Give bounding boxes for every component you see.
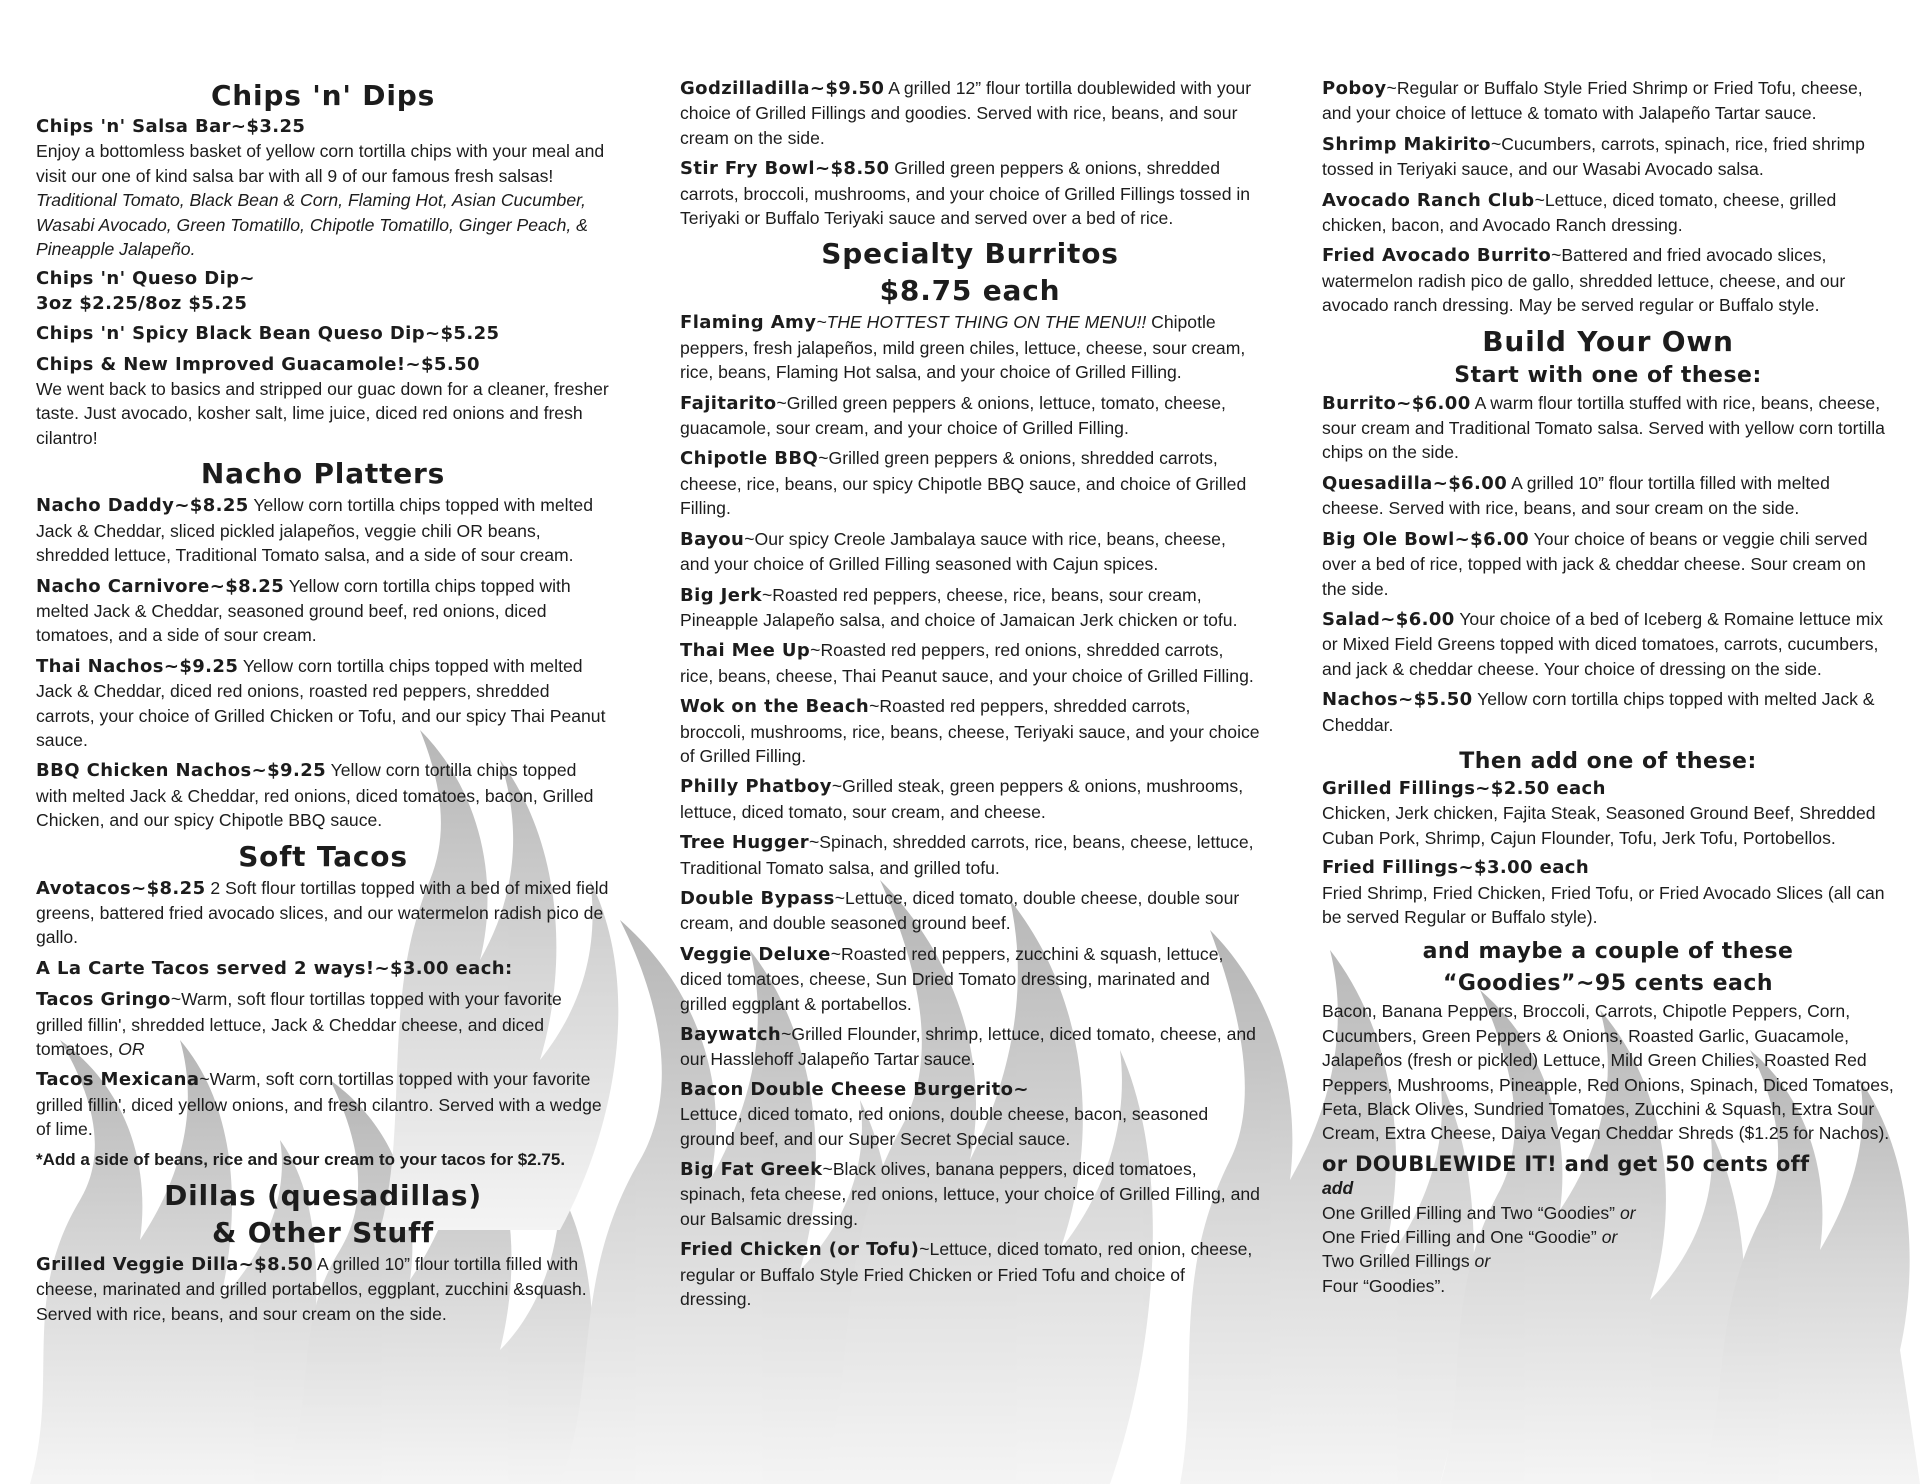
menu-item-chipotle-bbq bbox=[680, 446, 1260, 520]
item-name: Chips 'n' Queso Dip~ bbox=[36, 268, 255, 290]
menu-item-veggie-deluxe bbox=[680, 942, 1260, 1016]
goodies-list: Bacon, Banana Peppers, Broccoli, Carrots, Chipotle Peppers, Corn, Cucumbers, Green Peppers & Onions, Roasted Garlic, Guacamole, Jalapeños (fresh or pickled) Lettuce, Mild Green Chilies, Roasted Red Peppers, Mushrooms, Pineapple, Red Onions, Spinach, Diced Tomatoes, Feta, Black Olives, Sundried Tomatoes, Zucchini & Squash, Extra Sour Cream, Extra Cheese, Daiya Vegan Cheddar Shreds ($1.25 for Nachos). bbox=[1322, 1001, 1894, 1144]
item-desc: ~Grilled Flounder, shrimp, lettuce, diced tomato, cheese, and our Hasslehoff Jalapeño Tartar sauce. bbox=[680, 1024, 1256, 1070]
item-desc: Your choice of beans or veggie chili served over a bed of rice, topped with jack & cheddar cheese. Sour cream on the side. bbox=[1322, 528, 1868, 599]
menu-item-thai-mee-up bbox=[680, 638, 1260, 688]
item-name: Tacos Gringo bbox=[36, 989, 171, 1011]
item-name: Fried Chicken (or Tofu) bbox=[680, 1239, 920, 1261]
item-name: Burrito~$6.00 bbox=[1322, 392, 1471, 414]
item-name: Fajitarito bbox=[680, 392, 777, 414]
item-desc: ~Lettuce, diced tomato, cheese, grilled chicken, bacon, and Avocado Ranch dressing. bbox=[1322, 189, 1837, 236]
item-name: Shrimp Makirito bbox=[1322, 133, 1491, 155]
doublewide-heading: or DOUBLEWIDE IT! and get 50 cents off bbox=[1322, 1151, 1810, 1176]
combo-text: One Grilled Filling and Two “Goodies” bbox=[1322, 1202, 1616, 1223]
combo-option bbox=[1322, 1225, 1894, 1249]
item-desc: Enjoy a bottomless basket of yellow corn tortilla chips with your meal and visit our one of kind salsa bar with all 9 of our famous fresh salsas! bbox=[36, 141, 605, 186]
menu-column-1 bbox=[36, 76, 610, 1332]
item-name: Fried Fillings~$3.00 each bbox=[1322, 857, 1590, 879]
item-desc: ~Grilled steak, green peppers & onions, mushrooms, lettuce, diced tomato, sour cream, and cheese. bbox=[680, 776, 1244, 822]
item-name: Grilled Fillings~$2.50 each bbox=[1322, 777, 1606, 799]
or-text: or bbox=[1619, 1202, 1636, 1223]
menu-item-fajitarito bbox=[680, 391, 1260, 441]
menu-item-nachos bbox=[1322, 687, 1894, 737]
menu-item-big-jerk bbox=[680, 583, 1260, 633]
item-desc: ~Grilled green peppers & onions, shredded carrots, cheese, rice, beans, our spicy Chipotle BBQ sauce, and choice of Grilled Filling. bbox=[680, 448, 1247, 519]
section-title-specialty-burritos: Specialty Burritos bbox=[821, 237, 1119, 271]
item-desc: A grilled 10” flour tortilla filled with cheese, marinated and grilled portabellos, eggplant, zucchini &squash. Served with rice, beans, and sour cream on the side. bbox=[36, 1254, 587, 1324]
item-desc: We went back to basics and stripped our guac down for a cleaner, fresher taste. Just avocado, kosher salt, lime juice, diced red onions and fresh cilantro! bbox=[36, 379, 609, 448]
or-text: or bbox=[1601, 1227, 1618, 1248]
item-name: Nachos~$5.50 bbox=[1322, 689, 1473, 711]
item-name: BBQ Chicken Nachos~$9.25 bbox=[36, 760, 327, 782]
alacarte-tacos-heading bbox=[36, 956, 610, 981]
menu-item-tacos-gringo bbox=[36, 987, 610, 1061]
menu-item-bbq-chicken-nachos bbox=[36, 758, 610, 832]
combo-text: One Fried Filling and One “Goodie” bbox=[1322, 1227, 1597, 1248]
section-title-soft-tacos: Soft Tacos bbox=[238, 839, 408, 873]
subsection-title-goodies: and maybe a couple of these bbox=[1422, 939, 1794, 965]
section-price-specialty-burritos: $8.75 each bbox=[879, 274, 1061, 308]
combo-option bbox=[1322, 1274, 1894, 1298]
section-title-build-your-own: Build Your Own bbox=[1482, 324, 1734, 358]
item-name: Chips 'n' Salsa Bar~$3.25 bbox=[36, 116, 306, 137]
or-text: or bbox=[1474, 1251, 1491, 1272]
menu-item-avotacos bbox=[36, 876, 610, 950]
item-desc: ~Warm, soft corn tortillas topped with your favorite grilled fillin', diced yellow onions, and fresh cilantro. Served with a wedge of lime. bbox=[36, 1069, 602, 1140]
item-name: Grilled Veggie Dilla~$8.50 bbox=[36, 1254, 314, 1276]
menu-item-tacos-mexicana bbox=[36, 1067, 610, 1141]
menu-item-fried-chicken bbox=[680, 1237, 1260, 1311]
menu-column-3 bbox=[1322, 76, 1894, 1298]
menu-item-quesadilla bbox=[1322, 471, 1894, 521]
item-desc: A grilled 10” flour tortilla filled with melted cheese. Served with rice, beans, and sour cream on the side. bbox=[1322, 472, 1830, 519]
menu-item-philly-phatboy bbox=[680, 774, 1260, 824]
menu-item-guacamole bbox=[36, 353, 610, 451]
item-tagline: ~THE HOTTEST THING ON THE MENU!! bbox=[816, 312, 1147, 333]
add-label: add bbox=[1322, 1178, 1354, 1199]
menu-item-avocado-ranch-club bbox=[1322, 188, 1894, 238]
menu-item-wok-on-the-beach bbox=[680, 694, 1260, 768]
menu-item-veggie-dilla bbox=[36, 1252, 610, 1326]
item-desc: ~Lettuce, diced tomato, red onion, cheese, regular or Buffalo Style Fried Chicken or Fried Tofu and choice of dressing. bbox=[680, 1239, 1253, 1310]
menu-item-fried-fillings bbox=[1322, 856, 1894, 929]
item-name: A La Carte Tacos served 2 ways!~$3.00 each: bbox=[36, 957, 513, 979]
item-desc: Your choice of a bed of Iceberg & Romaine lettuce mix or Mixed Field Greens topped with diced tomatoes, carrots, cucumbers, and jack & cheddar cheese. Your choice of dressing on the side. bbox=[1322, 608, 1884, 679]
item-name: Thai Nachos~$9.25 bbox=[36, 655, 239, 677]
item-desc: ~Roasted red peppers, zucchini & squash, lettuce, diced tomatoes, cheese, Sun Dried Tomato dressing, marinated and grilled eggplant & portabellos. bbox=[680, 943, 1224, 1014]
item-name: Chipotle BBQ bbox=[680, 448, 819, 470]
item-name: Avocado Ranch Club bbox=[1322, 189, 1535, 211]
item-name: Tacos Mexicana bbox=[36, 1069, 200, 1091]
item-name: Wok on the Beach bbox=[680, 696, 870, 718]
menu-item-fried-avocado-burrito bbox=[1322, 243, 1894, 317]
menu-item-bayou bbox=[680, 527, 1260, 577]
menu-item-burrito bbox=[1322, 391, 1894, 465]
menu-item-salad bbox=[1322, 607, 1894, 681]
subsection-title-then: Then add one of these: bbox=[1459, 748, 1757, 774]
section-title-other-stuff: & Other Stuff bbox=[211, 1216, 435, 1250]
combo-option bbox=[1322, 1249, 1894, 1273]
menu-item-baywatch bbox=[680, 1022, 1260, 1072]
item-desc: Yellow corn tortilla chips topped with melted Jack & Cheddar, seasoned ground beef, red onions, diced tomatoes, and a side of sour cream. bbox=[36, 575, 571, 646]
item-desc: ~Warm, soft flour tortillas topped with your favorite grilled fillin', shredded lettuce, Jack & Cheddar cheese, and diced tomatoes, bbox=[36, 989, 562, 1059]
item-desc: Yellow corn tortilla chips topped with melted Jack & Cheddar, red onions, diced tomatoes, bacon, Grilled Chicken, and our spicy Chipotle BBQ sauce. bbox=[36, 760, 594, 831]
taco-side-note: *Add a side of beans, rice and sour cream to your tacos for $2.75. bbox=[36, 1149, 566, 1169]
item-desc: Yellow corn tortilla chips topped with melted Jack & Cheddar. bbox=[1322, 689, 1875, 735]
item-desc: ~Roasted red peppers, shredded carrots, broccoli, mushrooms, rice, beans, cheese, Teriyaki sauce, and your choice of Grilled Filling. bbox=[680, 696, 1260, 766]
subsection-title-start: Start with one of these: bbox=[1454, 362, 1762, 388]
item-desc: ~Regular or Buffalo Style Fried Shrimp or Fried Tofu, cheese, and your choice of lettuce & tomato with Jalapeño Tartar sauce. bbox=[1322, 78, 1863, 124]
salsa-list: Traditional Tomato, Black Bean & Corn, Flaming Hot, Asian Cucumber, Wasabi Avocado, Green Tomatillo, Chipotle Tomatillo, Ginger Peach, & Pineapple Jalapeño. bbox=[36, 190, 588, 260]
menu-item-shrimp-makirito bbox=[1322, 132, 1894, 182]
menu-item-stir-fry-bowl bbox=[680, 156, 1260, 230]
item-desc: ~Roasted red peppers, red onions, shredded carrots, rice, beans, cheese, Thai Peanut sauce, and your choice of Grilled Filling. bbox=[680, 640, 1254, 686]
item-name: Quesadilla~$6.00 bbox=[1322, 472, 1508, 494]
item-name: Philly Phatboy bbox=[680, 776, 832, 798]
menu-item-poboy bbox=[1322, 76, 1894, 126]
subsection-price-goodies: “Goodies”~95 cents each bbox=[1442, 971, 1774, 997]
item-name: Godzilladilla~$9.50 bbox=[680, 78, 885, 99]
item-name: Nacho Daddy~$8.25 bbox=[36, 495, 249, 517]
item-desc: ~Black olives, banana peppers, diced tomatoes, spinach, feta cheese, red onions, lettuce, your choice of Grilled Filling, and our Balsamic dressing. bbox=[680, 1159, 1260, 1229]
menu-item-spicy-queso bbox=[36, 322, 610, 346]
combo-text: Four “Goodies”. bbox=[1322, 1275, 1446, 1296]
item-desc: A grilled 12” flour tortilla doublewided with your choice of Grilled Fillings and goodies. Served with rice, beans, and sour cream on the side. bbox=[680, 78, 1252, 148]
item-name: Bayou bbox=[680, 528, 745, 550]
item-name: Fried Avocado Burrito bbox=[1322, 245, 1552, 267]
item-desc: ~Spinach, shredded carrots, rice, beans, cheese, lettuce, Traditional Tomato salsa, and grilled tofu. bbox=[680, 832, 1254, 878]
item-desc: Chicken, Jerk chicken, Fajita Steak, Seasoned Ground Beef, Shredded Cuban Pork, Shrimp, Cajun Flounder, Tofu, Jerk Tofu, Portobellos. bbox=[1322, 803, 1876, 848]
menu-item-nacho-carnivore bbox=[36, 574, 610, 648]
item-desc: ~Lettuce, diced tomato, double cheese, double sour cream, and double seasoned ground beef. bbox=[680, 887, 1240, 934]
section-title-dillas: Dillas (quesadillas) bbox=[164, 1179, 482, 1213]
item-name: Veggie Deluxe bbox=[680, 943, 831, 965]
combo-text: Two Grilled Fillings bbox=[1322, 1251, 1470, 1272]
item-desc: Chipotle peppers, fresh jalapeños, mild green chiles, lettuce, cheese, sour cream, rice, beans, Flaming Hot salsa, and your choice of Grilled Filling. bbox=[680, 312, 1246, 383]
menu-column-2 bbox=[680, 76, 1260, 1317]
item-desc: Yellow corn tortilla chips topped with melted Jack & Cheddar, sliced pickled jalapeños, veggie chili OR beans, shredded lettuce, Traditional Tomato salsa, and a side of sour cream. bbox=[36, 495, 594, 566]
menu-item-nacho-daddy bbox=[36, 493, 610, 567]
item-name: Poboy bbox=[1322, 78, 1387, 99]
menu-item-big-fat-greek bbox=[680, 1157, 1260, 1231]
item-name: Flaming Amy bbox=[680, 312, 817, 334]
item-desc: Grilled green peppers & onions, shredded carrots, broccoli, mushrooms, and your choice of Grilled Fillings tossed in Teriyaki or Buffalo Teriyaki sauce and served over a bed of rice. bbox=[680, 158, 1251, 229]
item-desc: ~Battered and fried avocado slices, watermelon radish pico de gallo, shredded lettuce, cheese, and our avocado ranch dressing. May be served regular or Buffalo style. bbox=[1322, 245, 1846, 316]
item-name: Big Jerk bbox=[680, 584, 762, 606]
item-name: Baywatch bbox=[680, 1024, 782, 1045]
item-desc: Yellow corn tortilla chips topped with melted Jack & Cheddar, diced red onions, roasted red peppers, shredded carrots, your choice of Grilled Chicken or Tofu, and our spicy Thai Peanut sauce. bbox=[36, 655, 606, 750]
item-desc: ~Our spicy Creole Jambalaya sauce with rice, beans, cheese, and your choice of Grilled Filling seasoned with Cajun spices. bbox=[680, 528, 1226, 575]
item-name: Stir Fry Bowl~$8.50 bbox=[680, 158, 890, 180]
section-title-chips-dips: Chips 'n' Dips bbox=[210, 79, 436, 112]
item-name: Chips & New Improved Guacamole!~$5.50 bbox=[36, 353, 480, 375]
menu-item-grilled-fillings bbox=[1322, 777, 1894, 850]
item-name: Avotacos~$8.25 bbox=[36, 877, 206, 899]
item-name: Tree Hugger bbox=[680, 832, 809, 854]
item-name: Salad~$6.00 bbox=[1322, 608, 1455, 630]
item-desc: A warm flour tortilla stuffed with rice, beans, cheese, sour cream and Traditional Tomato salsa. Served with yellow corn tortilla chips on the side. bbox=[1322, 392, 1885, 463]
menu-item-double-bypass bbox=[680, 886, 1260, 936]
menu-item-godzilladilla bbox=[680, 76, 1260, 150]
item-name: Bacon Double Cheese Burgerito~ bbox=[680, 1078, 1029, 1100]
item-name: Big Fat Greek bbox=[680, 1159, 823, 1181]
item-desc: Fried Shrimp, Fried Chicken, Fried Tofu, or Fried Avocado Slices (all can be served Regular or Buffalo style). bbox=[1322, 882, 1885, 927]
item-name: Nacho Carnivore~$8.25 bbox=[36, 575, 285, 597]
item-name: Thai Mee Up bbox=[680, 640, 811, 662]
item-desc: Lettuce, diced tomato, red onions, double cheese, bacon, seasoned ground beef, and our Super Secret Special sauce. bbox=[680, 1104, 1209, 1149]
menu-item-thai-nachos bbox=[36, 654, 610, 753]
item-price: 3oz $2.25/8oz $5.25 bbox=[36, 292, 248, 314]
menu-item-queso-dip bbox=[36, 267, 610, 316]
menu-item-big-ole-bowl bbox=[1322, 527, 1894, 601]
item-desc: ~Cucumbers, carrots, spinach, rice, fried shrimp tossed in Teriyaki sauce, and our Wasabi Avocado salsa. bbox=[1322, 133, 1865, 180]
menu-item-tree-hugger bbox=[680, 830, 1260, 880]
menu-item-salsa-bar bbox=[36, 115, 610, 261]
menu-item-bacon-burgerito bbox=[680, 1078, 1260, 1151]
item-name: Big Ole Bowl~$6.00 bbox=[1322, 528, 1530, 550]
item-name: Chips 'n' Spicy Black Bean Queso Dip~$5.25 bbox=[36, 323, 500, 345]
item-desc: 2 Soft flour tortillas topped with a bed of mixed field greens, battered fried avocado slices, and our watermelon radish pico de gallo. bbox=[36, 877, 609, 948]
item-desc: ~Roasted red peppers, cheese, rice, beans, sour cream, Pineapple Jalapeño salsa, and choice of Jamaican Jerk chicken or tofu. bbox=[680, 584, 1238, 630]
item-name: Double Bypass bbox=[680, 887, 835, 909]
or-text: OR bbox=[118, 1039, 145, 1059]
item-desc: ~Grilled green peppers & onions, lettuce, tomato, cheese, guacamole, sour cream, and your choice of Grilled Filling. bbox=[680, 392, 1226, 439]
menu-item-flaming-amy bbox=[680, 310, 1260, 384]
combo-option bbox=[1322, 1201, 1894, 1225]
section-title-nacho-platters: Nacho Platters bbox=[200, 457, 446, 491]
